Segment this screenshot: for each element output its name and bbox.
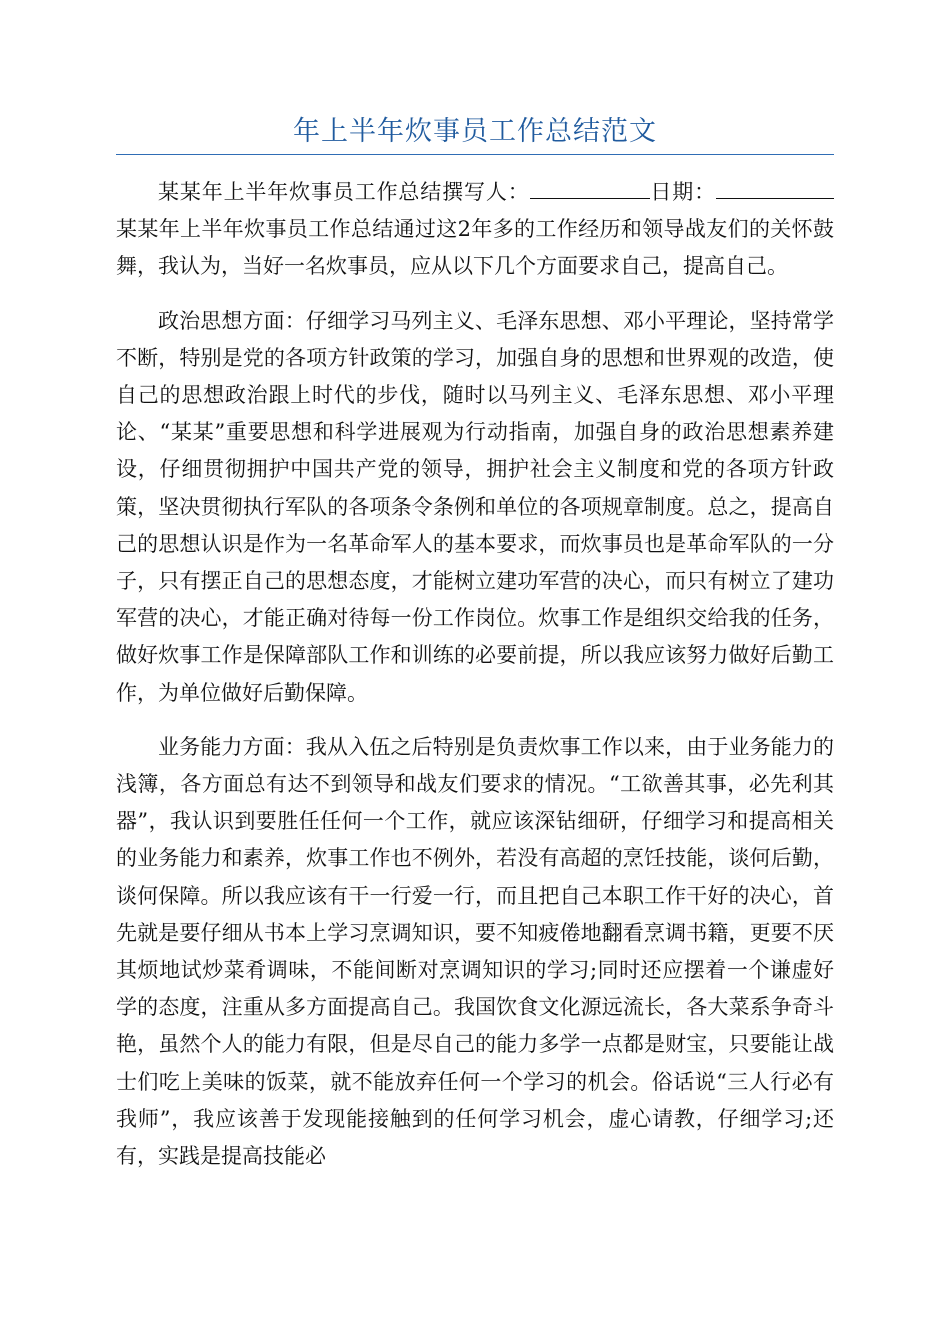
author-blank bbox=[530, 176, 650, 199]
intro-paragraph bbox=[116, 174, 834, 286]
document-body bbox=[116, 174, 834, 1192]
intro-text-date: 日期： bbox=[649, 180, 717, 204]
paragraph-political: 政治思想方面：仔细学习马列主义、毛泽东思想、邓小平理论，坚持常学不断，特别是党的各项方针政策的学习，加强自身的思想和世界观的改造，使自己的思想政治跟上时代的步伐，随时以马列主义、毛泽东思想、邓小平理论、“某某”重要思想和科学进展观为行动指南，加强自身的政治思想素养建设，仔细贯彻拥护中国共产党的领导，拥护社会主义制度和党的各项方针政策，坚决贯彻执行军队的各项条令条例和单位的各项规章制度。总之，提高自己的思想认识是作为一名革命军人的基本要求，而炊事员也是革命军队的一分子，只有摆正自己的思想态度，才能树立建功军营的决心，而只有树立了建功军营的决心，才能正确对待每一份工作岗位。炊事工作是组织交给我的任务，做好炊事工作是保障部队工作和训练的必要前提，所以我应该努力做好后勤工作，为单位做好后勤保障。 bbox=[116, 308, 834, 705]
document-title: 年上半年炊事员工作总结范文 bbox=[293, 116, 657, 147]
intro-text-author: 某某年上半年炊事员工作总结撰写人： bbox=[158, 180, 530, 204]
date-blank bbox=[716, 176, 834, 199]
title-underline bbox=[116, 154, 834, 155]
paragraph-professional: 业务能力方面：我从入伍之后特别是负责炊事工作以来，由于业务能力的浅簿，各方面总有达不到领导和战友们要求的情况。“工欲善其事，必先利其器”，我认识到要胜任任何一个工作，就应该深钻细研，仔细学习和提高相关的业务能力和素养，炊事工作也不例外，若没有高超的烹饪技能，谈何后勤，谈何保障。所以我应该有干一行爱一行，而且把自己本职工作干好的决心，首先就是要仔细从书本上学习烹调知识，要不知疲倦地翻看烹调书籍，更要不厌其烦地试炒菜肴调味，不能间断对烹调知识的学习;同时还应摆着一个谦虚好学的态度，注重从多方面提高自己。我国饮食文化源远流长，各大菜系争奇斗艳，虽然个人的能力有限，但是尽自己的能力多学一点都是财宝，只要能让战士们吃上美味的饭菜，就不能放弃任何一个学习的机会。俗话说“三人行必有我师”，我应该善于发现能接触到的任何学习机会，虚心请教，仔细学习;还有，实践是提高技能必 bbox=[116, 734, 834, 1169]
intro-text-body: 某某年上半年炊事员工作总结通过这2年多的工作经历和领导战友们的关怀鼓舞，我认为，当好一名炊事员，应从以下几个方面要求自己，提高自己。 bbox=[116, 217, 834, 279]
